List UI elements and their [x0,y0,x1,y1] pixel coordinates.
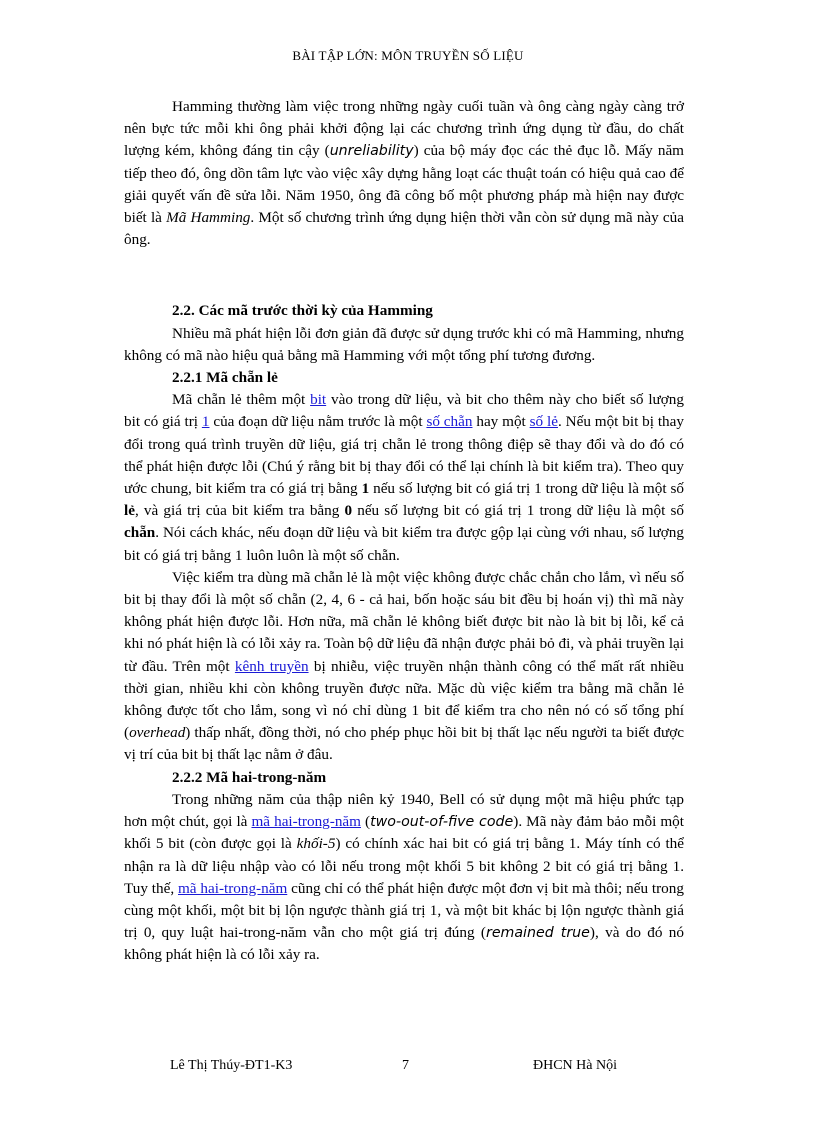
term-two-out-of-five: two-out-of-five code [370,814,514,831]
section-2-2-2-heading: 2.2.2 Mã hai-trong-năm [172,768,327,786]
link-kenh-truyen[interactable]: kênh truyền [234,657,309,675]
link-so-le[interactable]: số lẻ [529,413,558,431]
link-1[interactable]: 1 [201,413,210,431]
link-ma-hai-trong-nam[interactable]: mã hai-trong-năm [251,813,361,831]
section-2-2-heading: 2.2. Các mã trước thời kỳ của Hamming [172,302,433,320]
term-remained-true: remained true [485,925,590,942]
term-overhead: overhead [129,724,186,742]
term-unreliability: unreliability [329,143,414,160]
document-body [124,96,684,967]
term-ma-hamming: Mã Hamming [166,209,251,227]
intro-paragraph: Hamming thường làm việc trong những ngày cuối tuần và ông càng ngày càng trở nên bực tức mỗi khi ông phải khởi động lại các chương trình ứng dụng từ đầu, do chất lượng kém, không đáng tin cậy (unreliability) của bộ máy đọc các thẻ đục lỗ. Mấy năm tiếp theo đó, ông dồn tâm lực vào việc xây dựng hằng loạt các thuật toán có hiệu quả cao để giải quyết vấn đề sửa lỗi. Năm 1950, ông đã công bố một phương pháp mà hiện nay được biết là Mã Hamming. Một số chương trình ứng dụng hiện thời vẫn còn sử dụng mã này của ông. [124,98,684,249]
link-ma-hai-trong-nam-2[interactable]: mã hai-trong-năm [177,879,288,897]
parity-paragraph-1: Mã chẵn lẻ thêm một bit vào trong dữ liệu, và bit cho thêm này cho biết số lượng bit có giá trị 1 của đoạn dữ liệu nằm trước là một số chẵn hay một số lẻ. Nếu một bit bị thay đổi trong quá trình truyền dữ liệu, giá trị chẵn lẻ trong thông điệp sẽ thay đổi và do đó có thể phát hiện được lỗi (Chú ý rằng bit bị thay đổi có thể lại chính là bit kiểm tra). Theo quy ước chung, bit kiểm tra có giá trị bằng 1 nếu số lượng bit có giá trị 1 trong dữ liệu là một số lẻ, và giá trị của bit kiểm tra bằng 0 nếu số lượng bit có giá trị 1 trong dữ liệu là một số chẵn. Nói cách khác, nếu đoạn dữ liệu và bit kiểm tra được gộp lại cùng với nhau, số lượng bit có giá trị bằng 1 luôn luôn là một số chẵn. [124,391,684,564]
section-2-2-paragraph: Nhiều mã phát hiện lỗi đơn giản đã được sử dụng trước khi có mã Hamming, nhưng không có mã nào hiệu quả bằng mã Hamming với một tổng phí tương đương. [124,324,684,364]
footer-school: ĐHCN Hà Nội [533,1058,617,1073]
footer-author: Lê Thị Thúy-ĐT1-K3 [170,1058,293,1073]
parity-paragraph-2: Việc kiểm tra dùng mã chẵn lẻ là một việc không được chắc chắn cho lắm, vì nếu số bit bị thay đổi là một số chẵn (2, 4, 6 - cả hai, bốn hoặc sáu bit đều bị hoán vị) thì mã này không phát hiện được lỗi. Hơn nữa, mã chẵn lẻ không biết được bit nào là bit bị lỗi, kể cả khi nó phát hiện là có lỗi xảy ra. Toàn bộ dữ liệu đã nhận được phải bỏ đi, và phải truyền lại từ đầu. Trên một kênh truyền bị nhiễu, việc truyền nhận thành công có thể mất rất nhiều thời gian, nhiều khi còn không truyền được nữa. Mặc dù việc kiểm tra bằng mã chẵn lẻ không được tốt cho lắm, song vì nó chỉ dùng 1 bit để kiểm tra cho nên nó có số tổng phí (overhead) thấp nhất, đồng thời, nó cho phép phục hồi bit bị thất lạc nếu người ta biết được vị trí của bit bị thất lạc nằm ở đâu. [124,568,684,764]
term-khoi-5: khối-5 [296,835,336,853]
link-bit[interactable]: bit [310,391,327,409]
section-2-2-1-heading: 2.2.1 Mã chẵn lẻ [172,369,278,387]
link-so-chan[interactable]: số chẵn [426,413,473,431]
footer-page-number: 7 [402,1058,409,1073]
two-of-five-paragraph: Trong những năm của thập niên kỷ 1940, Bell có sử dụng một mã hiệu phức tạp hơn một chút, gọi là mã hai-trong-năm (two-out-of-five code). Mã này đảm bảo mỗi một khối 5 bit (còn được gọi là khối-5) có chính xác hai bit có giá trị bằng 1. Máy tính có thể nhận ra là dữ liệu nhập vào có lỗi nếu trong một khối 5 bit không 2 bit có giá trị bằng 1. Tuy thế, mã hai-trong-năm cũng chỉ có thể phát hiện được một đơn vị bit mà thôi; nếu trong cùng một khối, một bit bị lộn ngược thành giá trị 1, và một bit khác bị lộn ngược thành giá trị 0, quy luật hai-trong-năm vẫn cho một giá trị đúng (remained true), và do đó nó không phát hiện là có lỗi xảy ra. [124,790,684,964]
page-header: BÀI TẬP LỚN: MÔN TRUYỀN SỐ LIỆU [292,48,524,63]
